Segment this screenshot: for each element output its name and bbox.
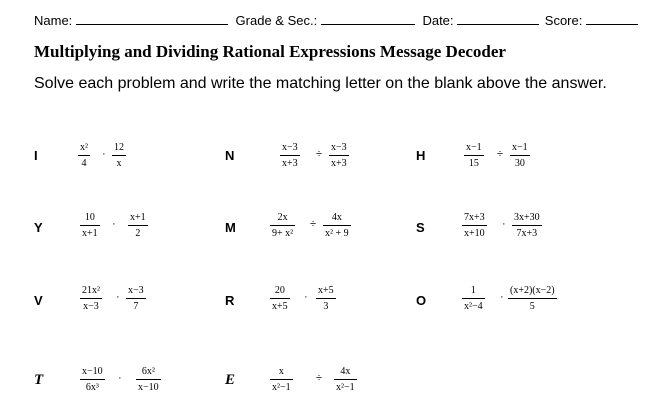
numerator: 7x+3 bbox=[462, 212, 487, 226]
fraction bbox=[512, 212, 542, 239]
fraction bbox=[270, 212, 295, 239]
problem-letter: S bbox=[416, 220, 425, 235]
denominator: x+3 bbox=[282, 158, 298, 169]
fraction bbox=[462, 285, 485, 312]
problem-letter: O bbox=[416, 293, 427, 308]
fraction bbox=[510, 142, 530, 169]
numerator: x−3 bbox=[126, 285, 146, 299]
numerator: 10 bbox=[80, 212, 100, 226]
denominator: x²−1 bbox=[336, 382, 355, 393]
denominator: 7 bbox=[133, 301, 139, 312]
problem-letter: H bbox=[416, 148, 426, 163]
fraction bbox=[128, 212, 148, 239]
numerator: x+1 bbox=[128, 212, 148, 226]
denominator: x−10 bbox=[138, 382, 159, 393]
problem-letter: Y bbox=[34, 220, 43, 235]
grade-blank[interactable] bbox=[321, 12, 415, 25]
name-blank[interactable] bbox=[76, 12, 228, 25]
numerator: x−1 bbox=[464, 142, 484, 156]
problem-letter: T bbox=[34, 372, 44, 388]
operator: · bbox=[102, 148, 106, 160]
fraction bbox=[464, 142, 484, 169]
grade-label: Grade & Sec.: bbox=[235, 13, 318, 28]
denominator: x+10 bbox=[464, 228, 485, 239]
fraction bbox=[462, 212, 487, 239]
numerator: x−3 bbox=[329, 142, 349, 156]
fraction bbox=[329, 142, 349, 169]
denominator: 9+ x² bbox=[272, 228, 294, 239]
problem-letter: M bbox=[225, 220, 236, 235]
numerator: 4x bbox=[334, 366, 357, 380]
denominator: 5 bbox=[529, 301, 535, 312]
denominator: x bbox=[116, 158, 122, 169]
denominator: 2 bbox=[135, 228, 141, 239]
fraction bbox=[334, 366, 357, 393]
numerator: 4x bbox=[323, 212, 351, 226]
header-line bbox=[34, 12, 638, 28]
problem-letter: E bbox=[225, 372, 236, 388]
numerator: 6x² bbox=[136, 366, 161, 380]
operator: ÷ bbox=[310, 218, 317, 230]
fraction bbox=[136, 366, 161, 393]
fraction bbox=[270, 285, 290, 312]
date-label: Date: bbox=[422, 13, 454, 28]
date-blank[interactable] bbox=[457, 12, 539, 25]
problem-letter: R bbox=[225, 293, 235, 308]
operator: · bbox=[116, 291, 120, 303]
denominator: 3 bbox=[323, 301, 329, 312]
fraction bbox=[126, 285, 146, 312]
operator: ÷ bbox=[497, 148, 504, 160]
denominator: x+3 bbox=[331, 158, 347, 169]
fraction bbox=[80, 285, 102, 312]
operator: · bbox=[502, 218, 506, 230]
fraction bbox=[508, 285, 557, 312]
operator: · bbox=[304, 291, 308, 303]
numerator: 21x² bbox=[80, 285, 102, 299]
denominator: 4 bbox=[81, 158, 87, 169]
name-label: Name: bbox=[34, 13, 73, 28]
fraction bbox=[280, 142, 300, 169]
operator: · bbox=[500, 291, 504, 303]
fraction bbox=[316, 285, 336, 312]
fraction bbox=[270, 366, 293, 393]
numerator: x+5 bbox=[316, 285, 336, 299]
denominator: x−3 bbox=[83, 301, 99, 312]
fraction bbox=[323, 212, 351, 239]
problem-letter: N bbox=[225, 148, 235, 163]
numerator: 20 bbox=[270, 285, 290, 299]
operator: · bbox=[112, 218, 116, 230]
numerator: x−1 bbox=[510, 142, 530, 156]
operator: · bbox=[118, 372, 122, 384]
numerator: x−10 bbox=[80, 366, 105, 380]
numerator: x bbox=[270, 366, 293, 380]
numerator: (x+2)(x−2) bbox=[508, 285, 557, 299]
numerator: x² bbox=[78, 142, 90, 156]
instructions: Solve each problem and write the matching letter on the blank above the answer. bbox=[34, 75, 607, 92]
operator: ÷ bbox=[316, 148, 323, 160]
fraction bbox=[80, 212, 100, 239]
numerator: x−3 bbox=[280, 142, 300, 156]
score-blank[interactable] bbox=[586, 12, 638, 25]
denominator: x+5 bbox=[272, 301, 288, 312]
denominator: x²−1 bbox=[272, 382, 291, 393]
problem-letter: V bbox=[34, 293, 43, 308]
denominator: x² + 9 bbox=[325, 228, 349, 239]
fraction bbox=[78, 142, 90, 169]
numerator: 12 bbox=[112, 142, 126, 156]
denominator: x+1 bbox=[82, 228, 98, 239]
page-title: Multiplying and Dividing Rational Expressions Message Decoder bbox=[34, 42, 506, 61]
problem-letter: I bbox=[34, 148, 38, 163]
operator: ÷ bbox=[316, 372, 323, 384]
denominator: 6x³ bbox=[85, 382, 99, 393]
numerator: 2x bbox=[270, 212, 295, 226]
denominator: 7x+3 bbox=[516, 228, 538, 239]
denominator: x²−4 bbox=[464, 301, 483, 312]
fraction bbox=[112, 142, 126, 169]
denominator: 30 bbox=[514, 158, 525, 169]
denominator: 15 bbox=[468, 158, 479, 169]
fraction bbox=[80, 366, 105, 393]
score-label: Score: bbox=[544, 13, 583, 28]
numerator: 3x+30 bbox=[512, 212, 542, 226]
numerator: 1 bbox=[462, 285, 485, 299]
